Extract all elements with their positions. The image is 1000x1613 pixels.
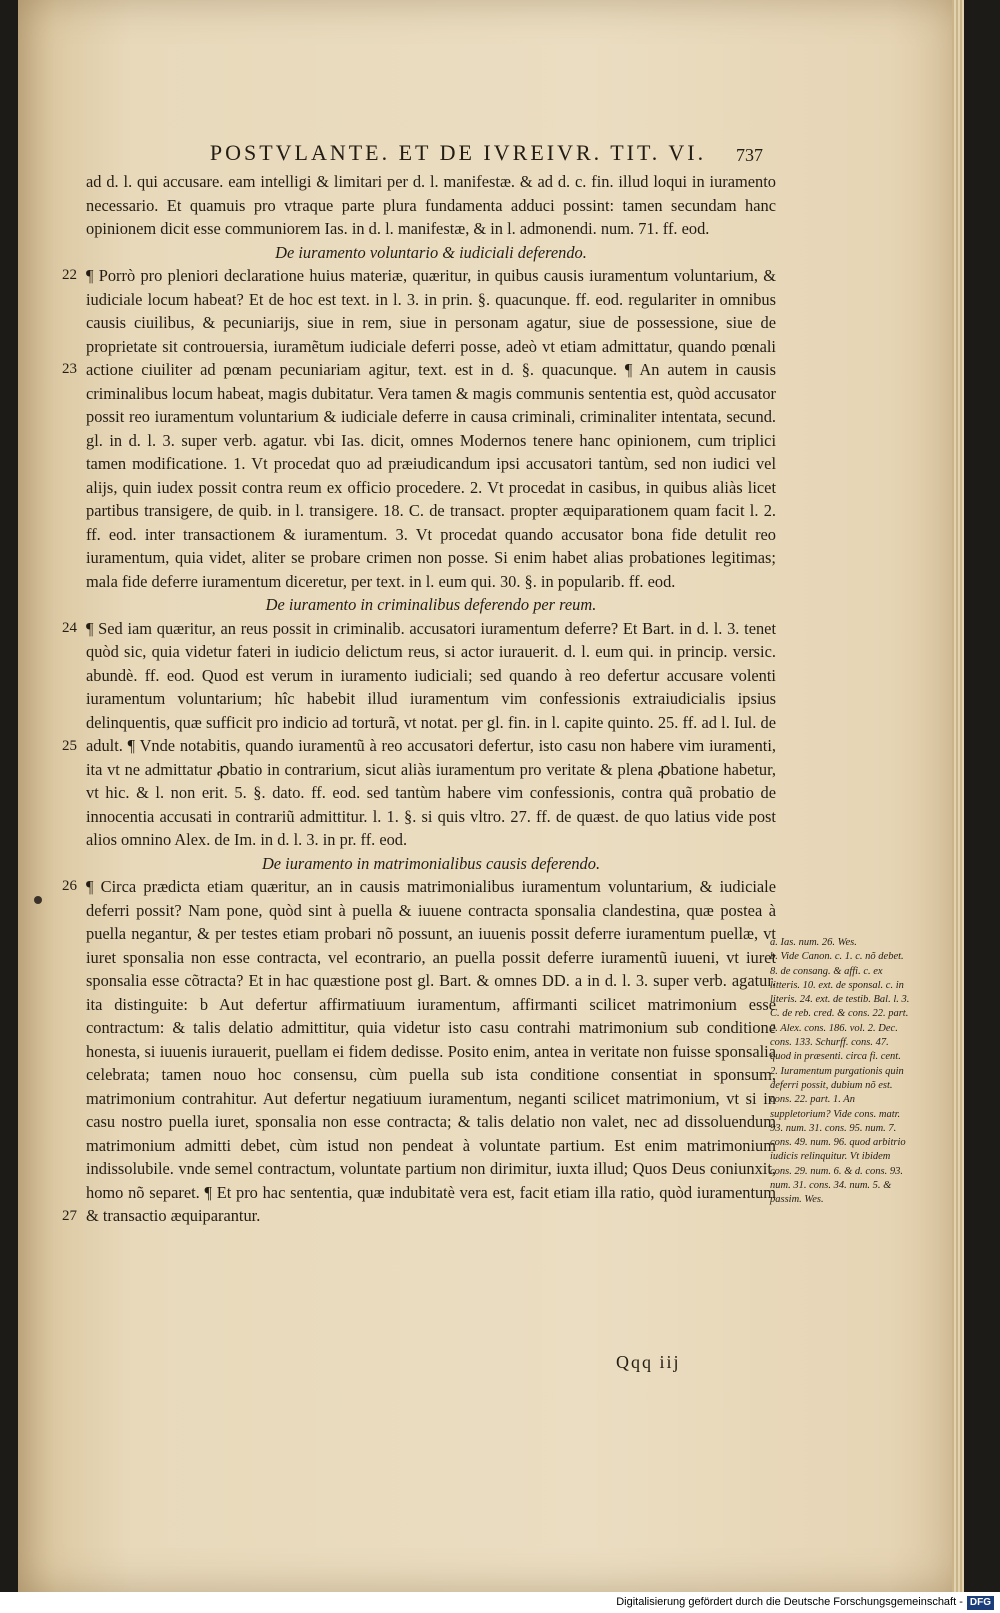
section-heading-matrimonialibus: De iuramento in matrimonialibus causis deferendo. (261, 853, 601, 873)
paragraph-number-25: 25 (62, 737, 77, 754)
margin-note-a: a. Ias. num. 26. Wes. (770, 937, 857, 948)
paragraph-number-22: 22 (62, 267, 77, 283)
book-page (18, 0, 964, 1592)
paragraph-22 (62, 264, 776, 593)
paragraph-24 (62, 617, 776, 852)
paragraph-number-26: 26 (62, 878, 77, 894)
margin-note-b: b. Vide Canon. c. 1. c. nõ debet. 8. de consang. & affi. c. ex litteris. 10. ext. de sponsal. c. in literis. 24. ext. de testib. Bal. l. 3. C. de reb. cred. & cons. 22. part. 2. Alex. cons. 186. vol. 2. Dec. cons. 133. Schurff. cons. 47. quod in præsenti. circa fi. cent. 2. Iuramentum purgationis quin deferri possit, dubium nõ est. cons. 22. part. 1. An suppletorium? Vide cons. matr. 93. num. 31. cons. 95. num. 7. cons. 49. num. 96. quod arbitrio iudicis relinquitur. Vt ibidem cons. 29. num. 6. & d. cons. 93. num. 31. cons. 34. num. 5. & passim. Wes. (770, 951, 910, 1206)
digitization-footer (0, 1592, 1000, 1613)
paragraph-26 (62, 875, 776, 1228)
paragraph-0: ad d. l. qui accusare. eam intelligi & limitari per d. l. manifestæ. & ad d. c. fin. illud loqui in iuramento necessario. Et quamuis pro vtraque parte plura fundamenta adduci possint: tamen secundam hanc opinionem dicit esse communiorem Ias. in d. l. manifestæ, & in l. admonendi. num. 71. ff. eod. (86, 172, 776, 238)
paragraph-number-24: 24 (62, 619, 77, 636)
main-text (62, 170, 776, 1228)
paragraph-number-27: 27 (62, 1208, 77, 1224)
binding-hole (34, 896, 42, 904)
section-heading-criminalibus: De iuramento in criminalibus deferendo per reum. (265, 595, 597, 614)
paragraph-text: ¶ Sed iam quæritur, an reus possit in criminalib. accusatori iuramentum deferre? Et Bart. in d. l. 3. tenet quòd sic, quia videtur fateri in iudicio delictum reus, si actor iurauerit. d. l. eum qui. in princip. versic. abundè. ff. eod. Quod est verum in iuramento iudiciali; sed quando à reo defertur accusare volenti iuramentum voluntarium; hîc habebit illud iuramentum vim confessionis extraiudicialis ipsius delinquentis, quæ sufficit pro indicio ad torturã, vt notat. per gl. fin. in l. capite quinto. 25. ff. ad l. Iul. de adult. ¶ Vnde notabitis, quando iuramentũ à reo accusatori defertur, isto casu non habere vim iuramenti, ita vt ne admittatur ꝓbatio in contrarium, sicut aliàs iuramentum pro veritate & plena ꝓbatione habetur, vt hic. & l. non erit. 5. §. dato. ff. eod. sed tantùm habere vim confessionis, contra quã probatio de innocentia accusati in contrariũ admittitur. l. 1. §. si quis vltro. 27. ff. de quæst. de quo latius vide post alios omnino Alex. de Im. in d. l. 3. in pr. ff. eod. (86, 618, 776, 849)
footer-credit: Digitalisierung gefördert durch die Deutsche Forschungsgemeinschaft - (616, 1596, 963, 1608)
section-heading-voluntario: De iuramento voluntario & iudiciali deferendo. (275, 242, 587, 262)
dfg-logo: DFG (967, 1596, 994, 1610)
page-edge (952, 0, 964, 1592)
paragraph-text: ¶ Circa prædicta etiam quæritur, an in causis matrimonialibus iuramentum voluntarium, & iudiciale deferri possit? Nam pone, quòd sint à puella & iuuene contracta sponsalia clandestina, quæ postea à puella negantur, & per testes etiam probari nõ possunt, an iuuenis possit deferre iuramentum puellæ, vt iuret sponsalia non esse contracta, vel econtrario, an puella possit deferre iuramentũ iuueni, vt iuret sponsalia esse cõtracta? Et in hac quæstione post gl. Bart. & omnes DD. a in d. l. 3. super verb. agatur. ita distinguite: b Aut defertur affirmatiuum iuramentum, affirmanti scilicet matrimonium esse contractum: & talis delatio admittitur, quia videtur isto casu contrahi matrimonium sub conditione honesta, si iuuenis iurauerit, puellam ei fidem dedisse. Posito enim, antea in veritate non fuisse sponsalia celebrata; tamen nouo hoc consensu, cùm puella sub ista conditione consentiat in sponsum, matrimonium contrahitur. Aut defertur negatiuum iuramentum, neganti scilicet matrimonium, vt si in casu nostro puella iuret, sponsalia non esse contracta; & talis delatio non valet, nec ad dissoluendum matrimonium admitti debet, cùm istud non pendeat à voluntate partium. Est enim matrimonium indissolubile. vnde semel contractum, voluntate partium non dirimitur, iuxta illud; Quos Deus coniunxit, homo nõ separet. ¶ Et pro hac sententia, quæ indubitatè vera est, facit etiam illa ratio, quòd iuramentum & transactio æquiparantur. (86, 877, 776, 1225)
paragraph-text: ¶ Porrò pro pleniori declaratione huius materiæ, quæritur, in quibus causis iuramentum voluntarium, & iudiciale locum habeat? Et de hoc est text. in l. 3. in prin. §. quacunque. ff. eod. regulariter in omnibus causis ciuilibus, & pecuniarijs, siue in rem, siue in personam agatur, siue de possessione, siue de proprietate sit controuersia, iuramẽtum iudiciale deferri posse, adeò vt etiam admittatur, quando pœnali actione ciuiliter ad pœnam pecuniariam agitur, text. est in d. §. quacunque. ¶ An autem in causis criminalibus locum habeat, magis dubitatur. Vera tamen & magis communis sententia est, quòd accusator possit reo iuramentum voluntarium & iudiciale deferre in causa criminali, criminaliter intentata, secund. gl. in d. l. 3. super verb. agatur. vbi Ias. dicit, omnes Modernos tenere hanc opinionem, cum triplici tamen modificatione. 1. Vt procedat quo ad præiudicandum ipsi accusatori tantùm, sed non iudici vel alijs, quin iudex possit contra reum ex officio procedere. 2. Vt procedat in casibus, in quibus aliàs licet partibus transigere, de quib. in l. transigere. 18. C. de transact. propter æquiparationem quam facit l. 2. ff. eod. inter transactionem & iuramentum. 3. Vt procedat quando accusator bona fide detulit reo iuramentum, quia videt, aliter se probare crimen non posse. Si enim habet alias probationes legitimas; mala fide deferre iuramentum diceretur, per text. in l. eum qui. 30. §. in popularib. ff. eod. (86, 266, 776, 591)
signature-mark: Qqq iij (616, 1352, 681, 1372)
paragraph-number-23: 23 (62, 361, 77, 377)
page-number: 737 (736, 145, 763, 165)
running-title: POSTVLANTE. ET DE IVREIVR. TIT. VI. (209, 140, 707, 165)
margin-notes (770, 936, 910, 1208)
